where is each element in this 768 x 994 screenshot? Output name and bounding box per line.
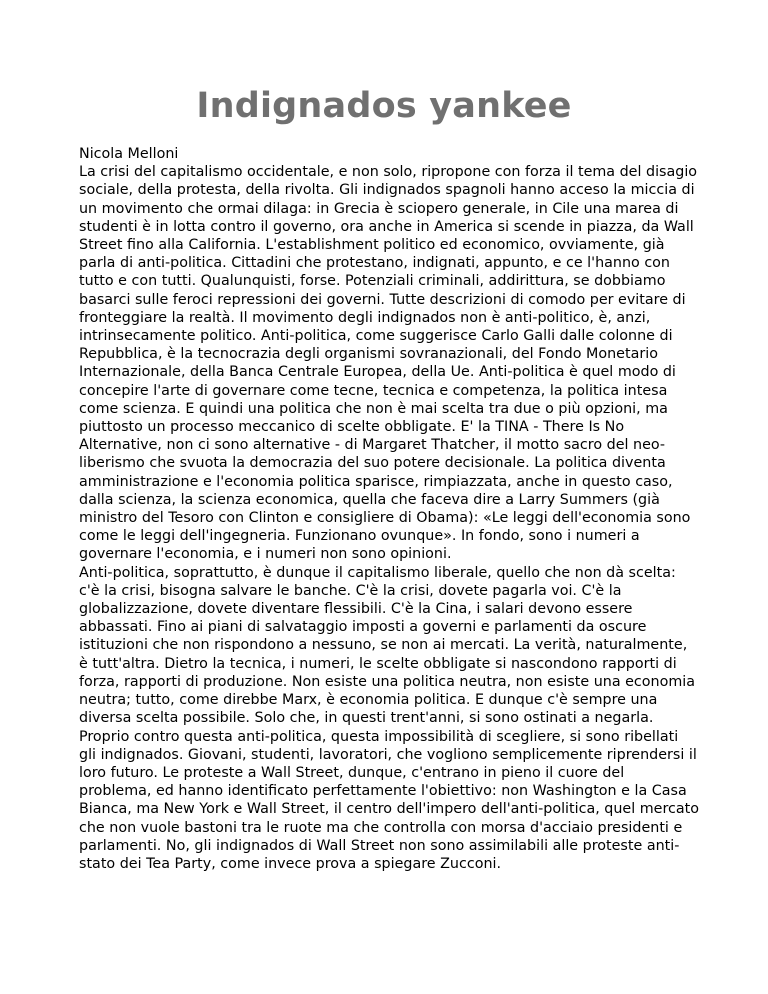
- document-body: [79, 145, 699, 873]
- document-title: Indignados yankee: [196, 86, 572, 126]
- body-paragraph-2: Anti-politica, soprattutto, è dunque il capitalismo liberale, quello che non dà scelta: c'è la crisi, bisogna salvare le banche. C'è la crisi, dovete pagarla voi. C'è la globalizzazione, dovete diventare flessibili. C'è la Cina, i salari devono essere abbassati. Fino ai piani di salvataggio imposti a governi e parlamenti da oscure istituzioni che non rispondono a nessuno, se non ai mercati. La verità, naturalmente, è tutt'altra. Dietro la tecnica, i numeri, le scelte obbligate si nascondono rapporti di forza, rapporti di produzione. Non esiste una politica neutra, non esiste una economia neutra; tutto, come direbbe Marx, è economia politica. E dunque c'è sempre una diversa scelta possibile. Solo che, in questi trent'anni, si sono ostinati a negarla.: [79, 564, 696, 727]
- author-line: Nicola Melloni: [79, 146, 179, 162]
- body-paragraph-3: Proprio contro questa anti-politica, questa impossibilità di scegliere, si sono ribellati gli indignados. Giovani, studenti, lavoratori, che vogliono semplicemente riprendersi il loro futuro. Le proteste a Wall Street, dunque, c'entrano in pieno il cuore del problema, ed hanno identificato perfettamente l'obiettivo: non Washington e la Casa Bianca, ma New York e Wall Street, il centro dell'impero dell'anti-politica, quel mercato che non vuole bastoni tra le ruote ma che controlla con morsa d'acciaio presidenti e parlamenti. No, gli indignados di Wall Street non sono assimilabili alle proteste anti-stato dei Tea Party, come invece prova a spiegare Zucconi.: [79, 728, 700, 872]
- body-paragraph-1: La crisi del capitalismo occidentale, e non solo, ripropone con forza il tema del disagio sociale, della protesta, della rivolta. Gli indignados spagnoli hanno acceso la miccia di un movimento che ormai dilaga: in Grecia è sciopero generale, in Cile una marea di studenti è in lotta contro il governo, ora anche in America si scende in piazza, da Wall Street fino alla California. L'establishment politico ed economico, ovviamente, già parla di anti-politica. Cittadini che protestano, indignati, appunto, e ce l'hanno con tutto e con tutti. Qualunquisti, forse. Potenziali criminali, addirittura, se dobbiamo basarci sulle feroci repressioni dei governi. Tutte descrizioni di comodo per evitare di fronteggiare la realtà. Il movimento degli indignados non è anti-politico, è, anzi, intrinsecamente politico. Anti-politica, come suggerisce Carlo Galli dalle colonne di Repubblica, è la tecnocrazia degli organismi sovranazionali, del Fondo Monetario Internazionale, della Banca Centrale Europea, della Ue. Anti-politica è quel modo di concepire l'arte di governare come tecne, tecnica e competenza, la politica intesa come scienza. E quindi una politica che non è mai scelta tra due o più opzioni, ma piuttosto un processo meccanico di scelte obbligate. E' la TINA - There Is No Alternative, non ci sono alternative - di Margaret Thatcher, il motto sacro del neo-liberismo che svuota la democrazia del suo potere decisionale. La politica diventa amministrazione e l'economia politica sparisce, rimpiazzata, anche in questo caso, dalla scienza, la scienza economica, quella che faceva dire a Larry Summers (già ministro del Tesoro con Clinton e consigliere di Obama): «Le leggi dell'economia sono come le leggi dell'ingegneria. Funzionano ovunque». In fondo, sono i numeri a governare l'economia, e i numeri non sono opinioni.: [79, 164, 698, 563]
